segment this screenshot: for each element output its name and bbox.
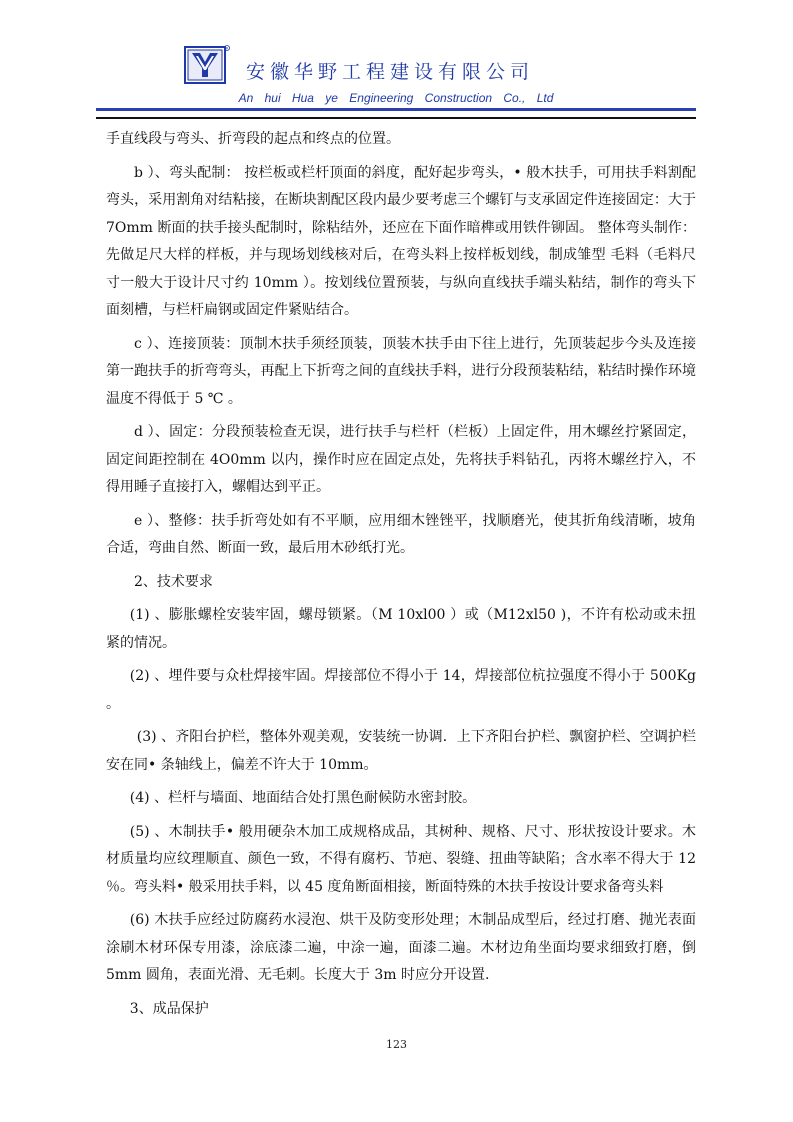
paragraph: (3) 、齐阳台护栏，整体外观美观，安装统一协调．上下齐阳台护栏、飘窗护栏、空调护栏安在同• 条轴线上，偏差不许大于 10mm。 — [106, 729, 696, 773]
company-name-cn: 安徽华野工程建设有限公司 — [246, 61, 535, 83]
section-heading: 2、技术要求 — [134, 573, 213, 590]
svg-text:R: R — [225, 46, 229, 51]
paragraph: 手直线段与弯头、折弯段的起点和终点的位置。 — [106, 131, 400, 147]
section-heading: 3、成品保护 — [129, 1000, 209, 1017]
company-name-en: An hui Hua ye Engineering Construction Co., Ltd — [238, 91, 554, 105]
header-divider-blue — [96, 108, 696, 111]
paragraph: (1) 、膨胀螺栓安装牢固，螺母锁紧。（M 10xl00 ）或（M12xl50 )，不许有松动或未扭紧的情况。 — [106, 607, 696, 651]
page-header — [0, 0, 793, 125]
paragraph: e ）、整修：扶手折弯处如有不平顺，应用细木锉锉平，找顺磨光，使其折角线清晰，坡角合适，弯曲自然、断面一致，最后用木砂纸打光。 — [106, 512, 696, 556]
page-number: 123 — [386, 1038, 407, 1051]
header-divider-black — [96, 117, 696, 119]
paragraph: (2) 、埋件要与众杜焊接牢固。焊接部位不得小于 14，焊接部位杭拉强度不得小于 500Kg 。 — [106, 668, 696, 712]
paragraph: b ）、弯头配制： 按栏板或栏杆顶面的斜度，配好起步弯头，• 般木扶手，可用扶手料割配弯头，采用割角对结粘接，在断块割配区段内最少要考虑三个螺钉与支承固定件连接固定：大于 7Omm 断面的扶手接头配制时，除粘结外，还应在下面作暗榫或用铁件铆固。 整体弯头制作：先做足尺大样的样板，并与现场划线核对后，在弯头料上按样板划线，制成雏型 毛料（毛料尺寸一般大于设计尺寸约 10mm ）。按划线位置预装，与纵向直线扶手端头粘结，制作的弯头下面刻槽，与栏杆扁钢或固定件紧贴结合。 — [106, 164, 696, 318]
paragraph: (6) 木扶手应经过防腐药水浸泡、烘干及防变形处理；木制品成型后，经过打磨、抛光表面涂刷木材环保专用漆，涂底漆二遍，中涂一遍，面漆二遍。木材边角坐面均要求细致打磨，倒 5mm 圆角，表面光滑、无毛刺。长度大于 3m 时应分开设置. — [106, 912, 696, 983]
paragraph: d ）、固定：分段预装检查无误，进行扶手与栏杆（栏板）上固定件，用木螺丝拧紧固定，固定间距控制在 4O0mm 以内，操作时应在固定点处，先将扶手料钻孔，丙将木螺丝拧入，不得用睡子直接打入，螺帽达到平正。 — [106, 424, 696, 495]
yh-logo-icon — [184, 44, 230, 86]
document-body — [106, 126, 696, 1029]
paragraph: c ）、连接顶装：顶制木扶手须经顶装，顶装木扶手由下往上进行，先顶装起步今头及连接第一跑扶手的折弯弯头，再配上下折弯之间的直线扶手料，进行分段预装粘结，粘结时操作环境温度不得低于 5 ℃ 。 — [106, 335, 696, 407]
paragraph: (5) 、木制扶手• 般用硬杂木加工成规格成品，其树种、规格、尺寸、形状按设计要求。木材质量均应纹理顺直、颜色一致，不得有腐朽、节疤、裂缝、扭曲等缺陷；含水率不得大于 12 ％。弯头料• 般采用扶手料，以 45 度角断面相接，断面特殊的木扶手按设计要求备弯头料 — [106, 823, 696, 895]
paragraph: (4) 、栏杆与墙面、地面结合处打黑色耐候防水密封胶。 — [129, 790, 477, 806]
